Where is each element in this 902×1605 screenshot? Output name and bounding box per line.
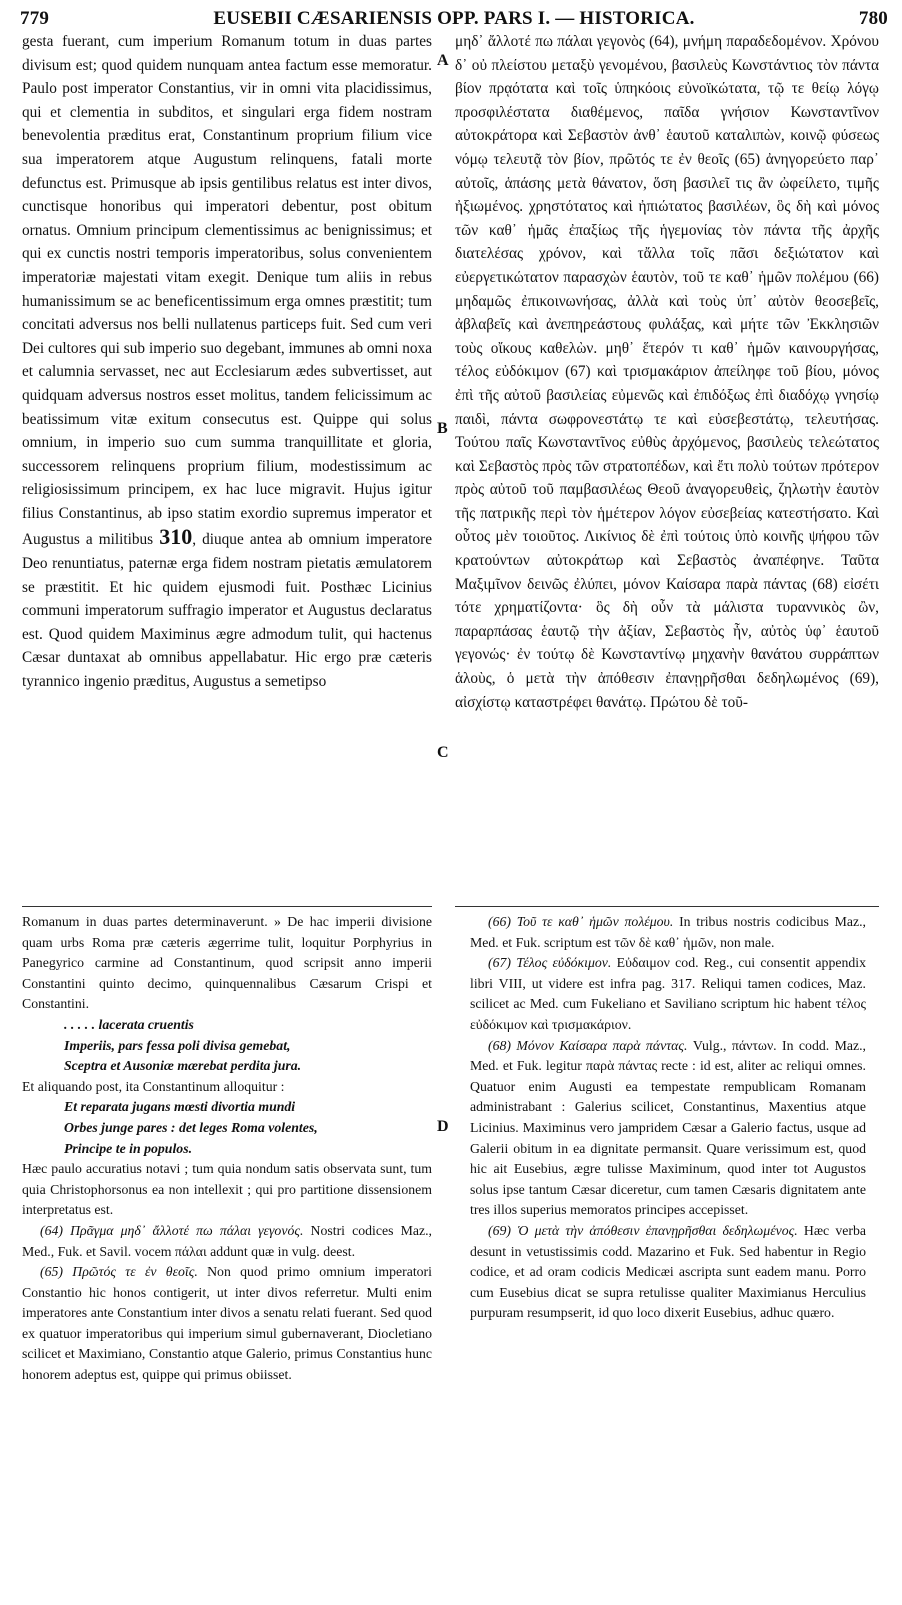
section-marker-a: A xyxy=(437,52,449,69)
verse-line: Principe te in populos. xyxy=(64,1140,193,1156)
greek-main-column xyxy=(455,30,879,714)
footnote-66-text: In tribus nostris codicibus Maz., Med. et Fuk. scriptum est τῶν δὲ καθ᾽ ἡμῶν, non male. xyxy=(470,914,866,950)
running-title: EUSEBII CÆSARIENSIS OPP. PARS I. — HISTORICA. xyxy=(213,8,695,29)
footnote-65-label: (65) Πρῶτός τε ἐν θεοῖς. xyxy=(40,1264,198,1280)
note-paragraph: Et aliquando post, ita Constantinum alloquitur : xyxy=(22,1078,285,1094)
greek-paragraph: μηδ᾽ ἄλλοτέ πω πάλαι γεγονὸς (64), μνήμη παραδεδομένον. Χρόνου δ᾽ οὐ πλείστου μεταξὺ γενομένου, βασιλεὺς Κωνστάντιος τὸν πάντα βίον πρᾳότατα καὶ τοῖς ὑπηκόοις εὐνοϊκώτατα, τῷ τε θείῳ λόγῳ προσφιλέστατα διαθέμενος, παῖδα γνήσιον Κωνσταντῖνον αὐτοκράτορα καὶ Σεβαστὸν ἀνθ᾽ ἑαυτοῦ καταλιπὼν, κοινῷ φύσεως νόμῳ τελευτᾷ τὸν βίον, πρῶτός τε ἐν θεοῖς (65) ἀνηγορεύετο παρ᾽ αὐτοῖς, ἁπάσης μετὰ θάνατον, ὅση βασιλεῖ τις ἂν ὠφείλετο, τιμῆς ἠξιωμένος. χρηστότατος καὶ ἠπιώτατος βασιλέων, ὃς δὴ καὶ μόνος τῶν καθ᾽ ἡμᾶς ἐπαξίως τῆς ἡγεμονίας τὸν πάντα τῆς ἀρχῆς διατελέσας χρόνον, καὶ τἄλλα τοῖς πᾶσι δεξιώτατον καὶ εὐεργετικώτατον παρασχὼν ἑαυτὸν, τοῦ τε καθ᾽ ἡμῶν πολέμου (66) μηδαμῶς ἐπικοινωνήσας, ἀλλὰ καὶ τοὺς ὑπ᾽ αὐτὸν θεοσεβεῖς, ἀβλαβεῖς καὶ ἀνεπηρεάστους φυλάξας, καὶ μήτε τῶν Ἐκκλησιῶν τοὺς οἴκους καθελὼν. μηθ᾽ ἕτερόν τι καθ᾽ ἡμῶν καινουργήσας, τέλος εὐδόκιμον (67) καὶ τρισμακάριον ἀπείληφε τοῦ βίου, μόνος ἐπὶ τῆς αὐτοῦ βασιλείας εὐμενῶς καὶ ἐπιδόξως ἐπὶ διαδόχῳ γνησίῳ παιδὶ, πάντα σωφρονεστάτῳ τε καὶ εὐσεβεστάτῳ, τελευτήσας. Τούτου παῖς Κωνσταντῖνος εὐθὺς ἀρχόμενος, βασιλεὺς τελεώτατος καὶ Σεβαστὸς πρὸς τῶν στρατοπέδων, καὶ ἔτι πολὺ τούτων πρότερον πρὸς αὐτοῦ τοῦ παμβασιλέως Θεοῦ ἀναγορευθεὶς, ζηλωτὴν ἑαυτὸν τῆς πατρικῆς περὶ τὸν ἡμέτερον λόγον εὐσεβείας κατεστήσατο. Καὶ οὗτος μὲν τοιοῦτος. Λικίνιος δὲ ἐπὶ τούτοις ὑπὸ κοινῆς ψήφου τῶν κρατούντων αὐτοκράτωρ καὶ Σεβαστὸς ἀναπέφηνε. Ταῦτα Μαξιμῖνον δεινῶς ἐλύπει, μόνον Καίσαρα παρὰ πάντας (68) εἰσέτι τότε χρηματίζοντα· ὃς δὴ οὖν τὰ μάλιστα τυραννικὸς ὢν, παραρπάσας ἑαυτῷ τὴν ἀξίαν, Σεβαστὸς ἦν, αὐτὸς ὑφ᾽ ἑαυτοῦ γεγονώς· ἐν τούτῳ δὲ Κωνσταντίνῳ μηχανὴν θανάτου συρράπτων ἁλοὺς, ὁ μετὰ τὴν ἀπόθεσιν ἐπανῃρῆσθαι δεδηλωμένος (69), αἰσχίστῳ καταστρέφει θανάτῳ. Πρώτου δὲ τοῦ- xyxy=(455,33,879,711)
footnote-69-label: (69) Ὁ μετὰ τὴν ἀπόθεσιν ἐπανῃρῆσθαι δεδηλωμένος. xyxy=(488,1222,798,1238)
footnote-64 xyxy=(22,1221,432,1262)
section-marker-d: D xyxy=(437,1118,449,1135)
footnote-66-label: (66) Τοῦ τε καθ᾽ ἡμῶν πολέμου. xyxy=(488,914,674,929)
verse-line: Imperiis, pars fessa poli divisa gemebat, xyxy=(64,1037,291,1053)
footnote-divider-right xyxy=(455,906,879,907)
latin-text-before: gesta fuerant, cum imperium Romanum totum in duas partes divisum est; quod quidem nunquam antea factum esse memoratur. Paulo post imperator Constantius, vir in omni vita placidissimus, qui et clementia in subditos, et singulari erga fidem nostram benevolentia præditus erat, Constantinum proprium filium vice sua imperatorem atque Augustum relinquens, fatali morte defunctus est. Primusque ab ipsis gentilibus relatus est inter divos, cunctisque honoribus qui imperatori debentur, post obitum ornatus. Omnium principum clementissimus ac benignissimus; et qui ex cunctis nostri temporis imperatoribus, solus convenientem imperatoriæ majestati vitam exegit. Denique tum aliis in rebus humanissimum se ac beneficentissimum erga omnes præstitit; tum concitati adversus nos belli nullatenus particeps fuit. Sed cum veri Dei cultores qui sub imperio suo degebant, immunes ab omni noxa et calumnia servasset, nec aut Ecclesiarum ædes subvertisset, aut quidquam adversus nostros esset molitus, tandem felicissimum ac beatissimum vitæ exitum consecutus est. Quippe qui solus omnium, in imperio suo cum summa tranquillitate et gloria, successorem relinquens proprium filium, modestissimum ac religiosissimum principem, ex hac luce migravit. Hujus igitur filius Constantinus, ab ipso statim exordio supremus imperator et Augustus a militibus xyxy=(22,33,432,549)
latin-main-column xyxy=(22,30,432,694)
page-number-left: 779 xyxy=(20,8,50,29)
footnotes-left xyxy=(22,912,432,1386)
footnote-68-text: Vulg., πάντων. In codd. Maz., Med. et Fuk. legitur παρὰ πάντας recte : id est, aliter ac reliqui omnes. Quatuor enim Augusti ea tempestate rempublicam Romanam administrabant : Galerius scilicet, Constantinus, Maxentius atque Licinius. Maximinus vero jampridem Cæsar a Galerio factus, usque ad Galerii obitum in ea dignitate permansit. Quare verissimum est, quod hic ait Eusebius, ægre tulisse Maximinum, quod inter tot Augustos solus ipse tantum Cæsar diceretur, cum tamen Cæsaris dignitatem ante tres illos superius memoratos principes accepisset. xyxy=(470,1037,866,1218)
footnote-69 xyxy=(470,1221,866,1324)
verse-line: . . . . . lacerata cruentis xyxy=(64,1016,194,1032)
verse-line: Orbes junge pares : det leges Roma volentes, xyxy=(64,1119,318,1135)
footnote-67 xyxy=(470,953,866,1035)
verse-line: Sceptra et Ausoniæ mærebat perdita jura. xyxy=(64,1058,302,1074)
page-number-right: 780 xyxy=(858,8,888,29)
footnotes-right xyxy=(470,912,866,1324)
footnote-divider-left xyxy=(22,906,432,907)
footnote-67-label: (67) Τέλος εὐδόκιμον. xyxy=(488,955,612,971)
section-marker-c: C xyxy=(437,744,449,761)
latin-text-after: , diuque antea ab omnium imperatore Deo renuntiatus, paternæ erga fidem nostram pietatis æmulatorem se præstitit. Et hic quidem ejusmodi fuit. Posthæc Licinius communi imperatorum suffragio imperator et Augustus declaratus est. Quod quidem Maximinus ægre admodum tulit, qui hactenus Cæsar duntaxat ab omnibus appellabatur. Hic ergo præ cæteris tyrannico ingenio præditus, Augustus a semetipso xyxy=(22,531,432,691)
latin-paragraph xyxy=(22,30,432,694)
footnote-67-text: Εὐδαιμον cod. Reg., cui consentit appendix libri VIII, ut videre est infra pag. 317. Reliqui tamen codices, Maz. scilicet ac Med. cum Fukeliano et Saviliano scriptum hic habent τέλος εὐδόκιμον καὶ τρισμακάριον. xyxy=(470,955,866,1032)
footnote-68 xyxy=(470,1036,866,1221)
footnote-66 xyxy=(470,912,866,953)
note-paragraph: Hæc paulo accuratius notavi ; tum quia nondum satis observata sunt, tum quia Christophorsonus ea non intellexit ; qui pro partitione dissensionem interpretatus est. xyxy=(22,1161,432,1218)
footnote-64-label: (64) Πρᾶγμα μηδ᾽ ἄλλοτέ πω πάλαι γεγονός. xyxy=(40,1222,304,1238)
verse-line: Et reparata jugans mœsti divortia mundi xyxy=(64,1099,296,1115)
section-marker-b: B xyxy=(437,420,448,437)
running-header xyxy=(20,8,888,32)
footnote-65-text: Non quod primo omnium imperatori Constantio hic honos contigerit, ut inter divos referretur. Multi enim imperatores ante Constantium inter divos a senatu relati fuerant. Sed quod ex quatuor imperatoribus qui imperium simul gubernaverant, Diocletiano scilicet et Maximiano, Constantio atque Galerio, primus Constantius hunc honorem adeptus est, quippe qui primus obiisset. xyxy=(22,1264,432,1383)
year-marker: 310 xyxy=(159,524,193,550)
footnote-69-text: Hæc verba desunt in vetustissimis codd. Mazarino et Fuk. Sed habentur in Regio codice, et ad oram codicis Medicæi ascripta sunt eadem manu. Porro cum Eusebius dicat se supra retulisse qualiter Maximianus Herculius purpuram resumpserit, id quo loco dixerit Eusebius, adhuc quæro. xyxy=(470,1222,866,1321)
note-continuation: Romanum in duas partes determinaverunt. » De hac imperii divisione quam urbs Roma præ cæteris ægerrime tulit, loquitur Porphyrius in Panegyrico carmine ad Constantinum, quod scripsit anno imperii Constantini quinto decimo, quinquennalibus Cæsarum Crispi et Constantini. xyxy=(22,914,432,1012)
footnote-64-text: Nostri codices Maz., Med., Fuk. et Savil. vocem πάλαι addunt quæ in vulg. deest. xyxy=(22,1222,432,1259)
footnote-65 xyxy=(22,1262,432,1386)
footnote-68-label: (68) Μόνον Καίσαρα παρὰ πάντας. xyxy=(488,1037,688,1053)
